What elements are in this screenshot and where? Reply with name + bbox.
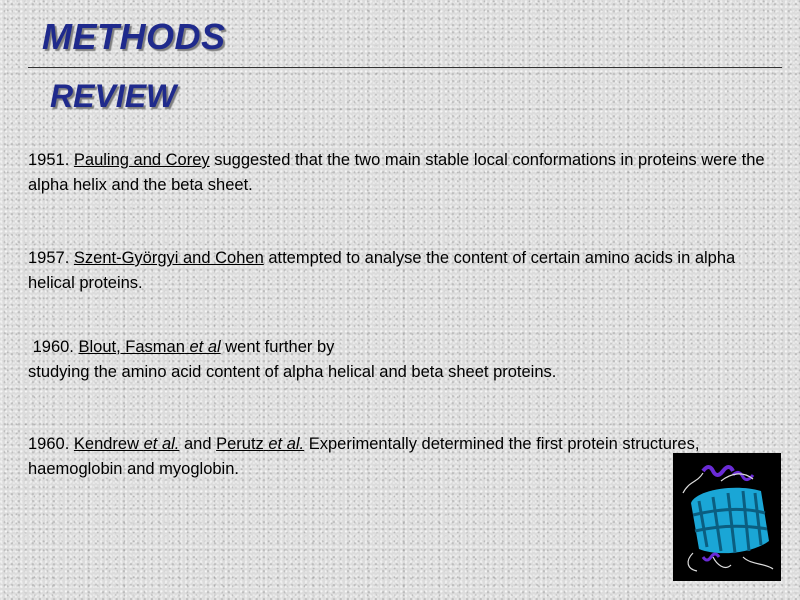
entry-text: Experimentally determined the first protein structures, haemoglobin and myoglobin. (28, 435, 700, 478)
entry-1957 (28, 246, 778, 296)
slide-subtitle: REVIEW (50, 78, 177, 114)
entry-authors: Szent-Györgyi and Cohen (73, 249, 264, 267)
entry-etal-b: et al. (268, 435, 305, 453)
entry-1960-kendrew (28, 432, 778, 482)
entry-authors-a: Kendrew (73, 435, 140, 453)
entry-etal-a: et al. (143, 435, 180, 453)
entry-1951 (28, 148, 778, 198)
entry-year: 1957. (28, 249, 70, 267)
entry-and: and (179, 435, 217, 453)
slide-title: METHODS (42, 16, 226, 57)
protein-structure-image (673, 453, 781, 581)
title-divider (28, 67, 782, 68)
beta-barrel-protein-structure-icon (673, 453, 781, 581)
entry-authors-b: Perutz (216, 435, 264, 453)
entry-text-line2: studying the amino acid content of alpha helical and beta sheet proteins. (28, 363, 557, 381)
entry-text: attempted to analyse the content of certain amino acids in alpha helical proteins. (28, 249, 736, 292)
entry-authors-b-underlined (216, 435, 304, 453)
entry-authors-underlined (78, 338, 220, 356)
entry-1960-blout (28, 335, 778, 385)
entry-year: 1951. (28, 151, 70, 169)
entry-authors: Blout, Fasman (78, 338, 185, 356)
entry-authors: Pauling and Corey (73, 151, 210, 169)
entry-text-line1: went further by (220, 338, 335, 356)
entry-year: 1960. (32, 338, 74, 356)
entry-text: suggested that the two main stable local conformations in proteins were the alpha helix and the beta sheet. (28, 151, 765, 194)
entry-etal: et al (189, 338, 221, 356)
entry-authors-a-underlined (74, 435, 180, 453)
entry-year: 1960. (28, 435, 70, 453)
